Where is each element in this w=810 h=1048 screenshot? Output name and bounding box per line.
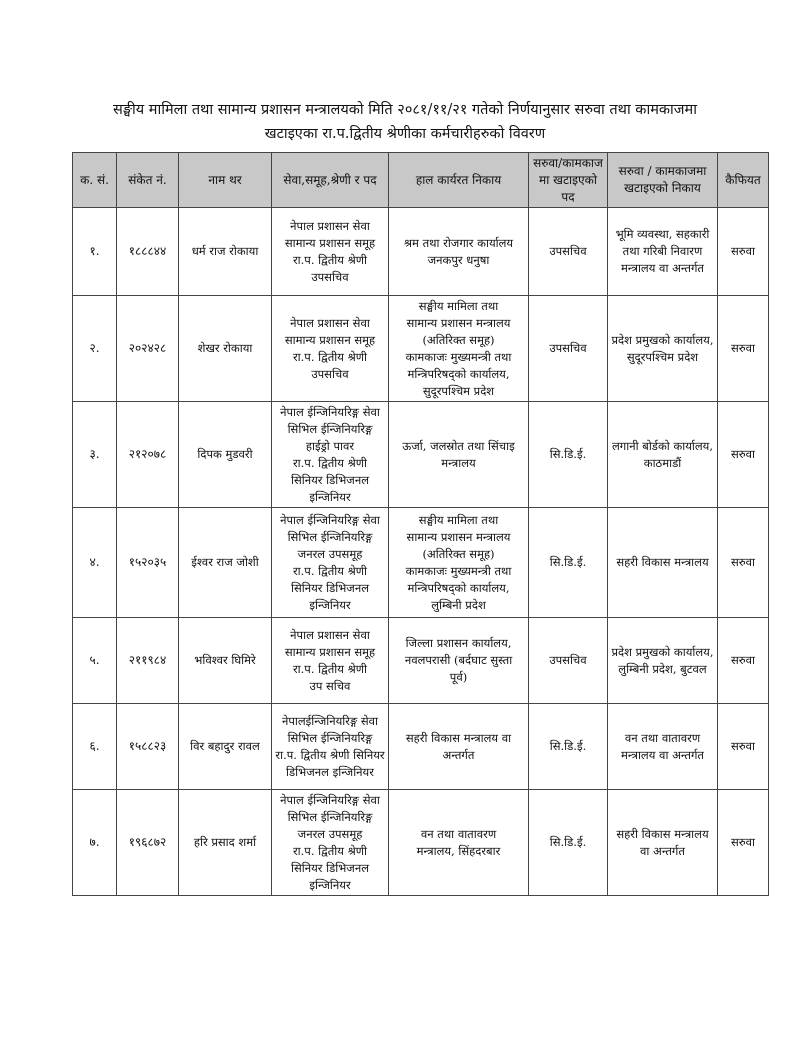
service-cell [272, 208, 389, 296]
table-row [73, 790, 769, 896]
service-cell [272, 790, 389, 896]
current-office-cell-line: ऊर्जा, जलस्रोत तथा सिंचाइ [402, 438, 515, 453]
post-cell: सि.डि.ई. [529, 402, 608, 508]
code-cell: १५२०३५ [117, 508, 179, 618]
current-office-cell-line: सङ्घीय मामिला तथा [418, 512, 499, 527]
service-cell-line: हाईड्रो पावर [305, 438, 355, 453]
code-cell: २१२०७८ [117, 402, 179, 508]
current-office-cell-line: (अतिरिक्त समूह) [422, 546, 495, 561]
service-cell-line: रा.प. द्वितीय श्रेणी सिनियर [275, 747, 385, 762]
post-cell: उपसचिव [529, 208, 608, 296]
post-cell: सि.डि.ई. [529, 704, 608, 790]
service-cell-line: उपसचिव [311, 269, 349, 284]
remarks-cell: सरुवा [718, 296, 769, 402]
service-cell-line: सामान्य प्रशासन समूह [284, 644, 376, 659]
new-office-cell-line: काठमाडौं [643, 455, 682, 470]
new-office-cell-line: मन्त्रालय वा अन्तर्गत [620, 747, 704, 762]
table-row [73, 208, 769, 296]
current-office-cell-line: सामान्य प्रशासन मन्त्रालय [406, 315, 511, 330]
current-office-cell [389, 618, 529, 704]
current-office-cell [389, 208, 529, 296]
service-cell-line: उपसचिव [311, 366, 349, 381]
code-cell: १८८८४४ [117, 208, 179, 296]
remarks-cell: सरुवा [718, 508, 769, 618]
title-line-2: खटाइएका रा.प.द्वितीय श्रेणीका कर्मचारीहरुको विवरण [264, 126, 546, 142]
table-body [73, 208, 769, 896]
serial-cell: ६. [73, 704, 117, 790]
service-cell-line: रा.प. द्वितीय श्रेणी [292, 661, 368, 676]
serial-cell: ७. [73, 790, 117, 896]
table-row [73, 508, 769, 618]
table-row [73, 402, 769, 508]
service-cell-line: सिनियर डिभिजनल [290, 860, 370, 875]
new-office-cell-line: वन तथा वातावरण [624, 730, 701, 745]
new-office-cell [608, 208, 718, 296]
new-office-cell [608, 508, 718, 618]
service-cell-line: नेपाल ईन्जिनियरिङ्ग सेवा [280, 512, 380, 527]
header-post: सरुवा/कामकाज मा खटाइएको पद [529, 153, 608, 208]
current-office-cell-line: वन तथा वातावरण [420, 826, 497, 841]
current-office-cell-line: नवलपरासी (बर्दघाट सुस्ता [404, 653, 513, 667]
service-cell-line: नेपाल प्रशासन सेवा [290, 627, 370, 642]
current-office-cell-line: जनकपुर धनुषा [427, 252, 490, 267]
new-office-cell-line: सहरी विकास मन्त्रालय [616, 555, 709, 569]
service-cell-line: सामान्य प्रशासन समूह [284, 332, 376, 347]
table-row [73, 296, 769, 402]
new-office-cell-line: लगानी बोर्डको कार्यालय, [611, 438, 713, 453]
service-cell-line: इन्जिनियर [309, 877, 351, 892]
name-cell: शेखर रोकाया [179, 296, 272, 402]
title-line-1: सङ्घीय मामिला तथा सामान्य प्रशासन मन्त्रालयको मिति २०८१/११/२१ गतेको निर्णयानुसार सरुवा तथा कामकाजमा [113, 102, 697, 118]
header-new-office: सरुवा / कामकाजमा खटाइएको निकाय [608, 153, 718, 208]
code-cell: १५८८२३ [117, 704, 179, 790]
new-office-cell-line: लुम्बिनी प्रदेश, बुटवल [618, 661, 707, 676]
service-cell-line: डिभिजनल इन्जिनियर [286, 764, 374, 779]
service-cell [272, 704, 389, 790]
post-cell: सि.डि.ई. [529, 790, 608, 896]
current-office-cell-line: कामकाजः मुख्यमन्त्री तथा [405, 563, 512, 578]
new-office-cell-line: तथा गरिबी निवारण [622, 244, 703, 258]
service-cell-line: इन्जिनियर [309, 489, 351, 504]
header-current-office: हाल कार्यरत निकाय [389, 153, 529, 208]
new-office-cell-line: मन्त्रालय वा अन्तर्गत [620, 261, 704, 275]
header-name: नाम थर [179, 153, 272, 208]
remarks-cell: सरुवा [718, 790, 769, 896]
table-row [73, 618, 769, 704]
service-cell [272, 618, 389, 704]
service-cell-line: उप सचिव [309, 678, 351, 693]
service-cell-line: रा.प. द्वितीय श्रेणी [292, 563, 368, 578]
serial-cell: ५. [73, 618, 117, 704]
service-cell-line: नेपाल प्रशासन सेवा [290, 218, 370, 233]
service-cell-line: रा.प. द्वितीय श्रेणी [292, 349, 368, 364]
current-office-cell-line: मन्त्रालय, सिंहदरबार [416, 843, 501, 858]
serial-cell: ३. [73, 402, 117, 508]
name-cell: विर बहादुर रावल [179, 704, 272, 790]
service-cell-line: जनरल उपसमूह [297, 546, 363, 561]
code-cell: २०२४२८ [117, 296, 179, 402]
current-office-cell-line: मन्त्रिपरिषद्को कार्यालय, [407, 580, 510, 595]
current-office-cell-line: सङ्घीय मामिला तथा [418, 298, 499, 313]
current-office-cell-line: मन्त्रिपरिषद्को कार्यालय, [407, 366, 510, 381]
current-office-cell-line: पूर्व) [449, 670, 468, 684]
table-row [73, 704, 769, 790]
current-office-cell-line: लुम्बिनी प्रदेश [431, 597, 486, 612]
current-office-cell-line: सामान्य प्रशासन मन्त्रालय [406, 529, 511, 544]
current-office-cell-line: कामकाजः मुख्यमन्त्री तथा [405, 349, 512, 364]
service-cell-line: जनरल उपसमूह [297, 826, 363, 841]
service-cell-line: सिभिल ईन्जिनियरिङ्ग [287, 809, 373, 824]
current-office-cell-line: सुदूरपश्चिम प्रदेश [422, 383, 495, 398]
name-cell: ईश्वर राज जोशी [179, 508, 272, 618]
name-cell: भविश्वर घिमिरे [179, 618, 272, 704]
service-cell [272, 296, 389, 402]
current-office-cell [389, 402, 529, 508]
current-office-cell [389, 704, 529, 790]
document-title [60, 98, 750, 146]
service-cell-line: रा.प. द्वितीय श्रेणी [292, 843, 368, 858]
remarks-cell: सरुवा [718, 208, 769, 296]
current-office-cell-line: श्रम तथा रोजगार कार्यालय [403, 235, 514, 250]
header-remarks: कैफियत [718, 153, 769, 208]
service-cell-line: सिभिल ईन्जिनियरिङ्ग [287, 730, 373, 745]
service-cell-line: रा.प. द्वितीय श्रेणी [292, 455, 368, 470]
header-serial: क. सं. [73, 153, 117, 208]
service-cell-line: नेपालईन्जिनियरिङ्ग सेवा [281, 713, 379, 728]
service-cell-line: नेपाल ईन्जिनियरिङ्ग सेवा [280, 792, 380, 807]
service-cell [272, 508, 389, 618]
serial-cell: १. [73, 208, 117, 296]
name-cell: दिपक मुडवरी [179, 402, 272, 508]
name-cell: हरि प्रसाद शर्मा [179, 790, 272, 896]
service-cell-line: सिनियर डिभिजनल [290, 472, 370, 487]
new-office-cell-line: वा अन्तर्गत [640, 843, 685, 858]
new-office-cell [608, 618, 718, 704]
serial-cell: २. [73, 296, 117, 402]
new-office-cell-line: प्रदेश प्रमुखको कार्यालय, [611, 644, 714, 659]
code-cell: १९६८७२ [117, 790, 179, 896]
post-cell: सि.डि.ई. [529, 508, 608, 618]
current-office-cell-line: मन्त्रालय [441, 455, 476, 470]
service-cell-line: इन्जिनियर [309, 597, 351, 612]
table-header-row [73, 153, 769, 208]
service-cell-line: सामान्य प्रशासन समूह [284, 235, 376, 250]
service-cell-line: नेपाल ईन्जिनियरिङ्ग सेवा [280, 404, 380, 419]
new-office-cell [608, 402, 718, 508]
service-cell-line: रा.प. द्वितीय श्रेणी [292, 252, 368, 267]
current-office-cell [389, 508, 529, 618]
code-cell: २११९८४ [117, 618, 179, 704]
new-office-cell-line: सुदूरपश्चिम प्रदेश [626, 349, 699, 364]
new-office-cell-line: सहरी विकास मन्त्रालय [616, 826, 709, 841]
new-office-cell-line: प्रदेश प्रमुखको कार्यालय, [611, 332, 714, 347]
new-office-cell [608, 704, 718, 790]
service-cell [272, 402, 389, 508]
header-code: संकेत नं. [117, 153, 179, 208]
current-office-cell-line: सहरी विकास मन्त्रालय वा [405, 730, 512, 745]
service-cell-line: सिभिल ईन्जिनियरिङ्ग [287, 529, 373, 544]
transfer-table [72, 152, 769, 896]
remarks-cell: सरुवा [718, 704, 769, 790]
service-cell-line: सिनियर डिभिजनल [290, 580, 370, 595]
serial-cell: ४. [73, 508, 117, 618]
new-office-cell [608, 296, 718, 402]
post-cell: उपसचिव [529, 618, 608, 704]
new-office-cell [608, 790, 718, 896]
new-office-cell-line: भूमि व्यवस्था, सहकारी [615, 227, 710, 241]
current-office-cell [389, 296, 529, 402]
name-cell: धर्म राज रोकाया [179, 208, 272, 296]
header-service: सेवा,समूह,श्रेणी र पद [272, 153, 389, 208]
post-cell: उपसचिव [529, 296, 608, 402]
current-office-cell-line: अन्तर्गत [442, 747, 475, 762]
service-cell-line: नेपाल प्रशासन सेवा [290, 315, 370, 330]
service-cell-line: सिभिल ईन्जिनियरिङ्ग [287, 421, 373, 436]
current-office-cell-line: जिल्ला प्रशासन कार्यालय, [405, 636, 512, 650]
remarks-cell: सरुवा [718, 402, 769, 508]
remarks-cell: सरुवा [718, 618, 769, 704]
current-office-cell-line: (अतिरिक्त समूह) [422, 332, 495, 347]
current-office-cell [389, 790, 529, 896]
